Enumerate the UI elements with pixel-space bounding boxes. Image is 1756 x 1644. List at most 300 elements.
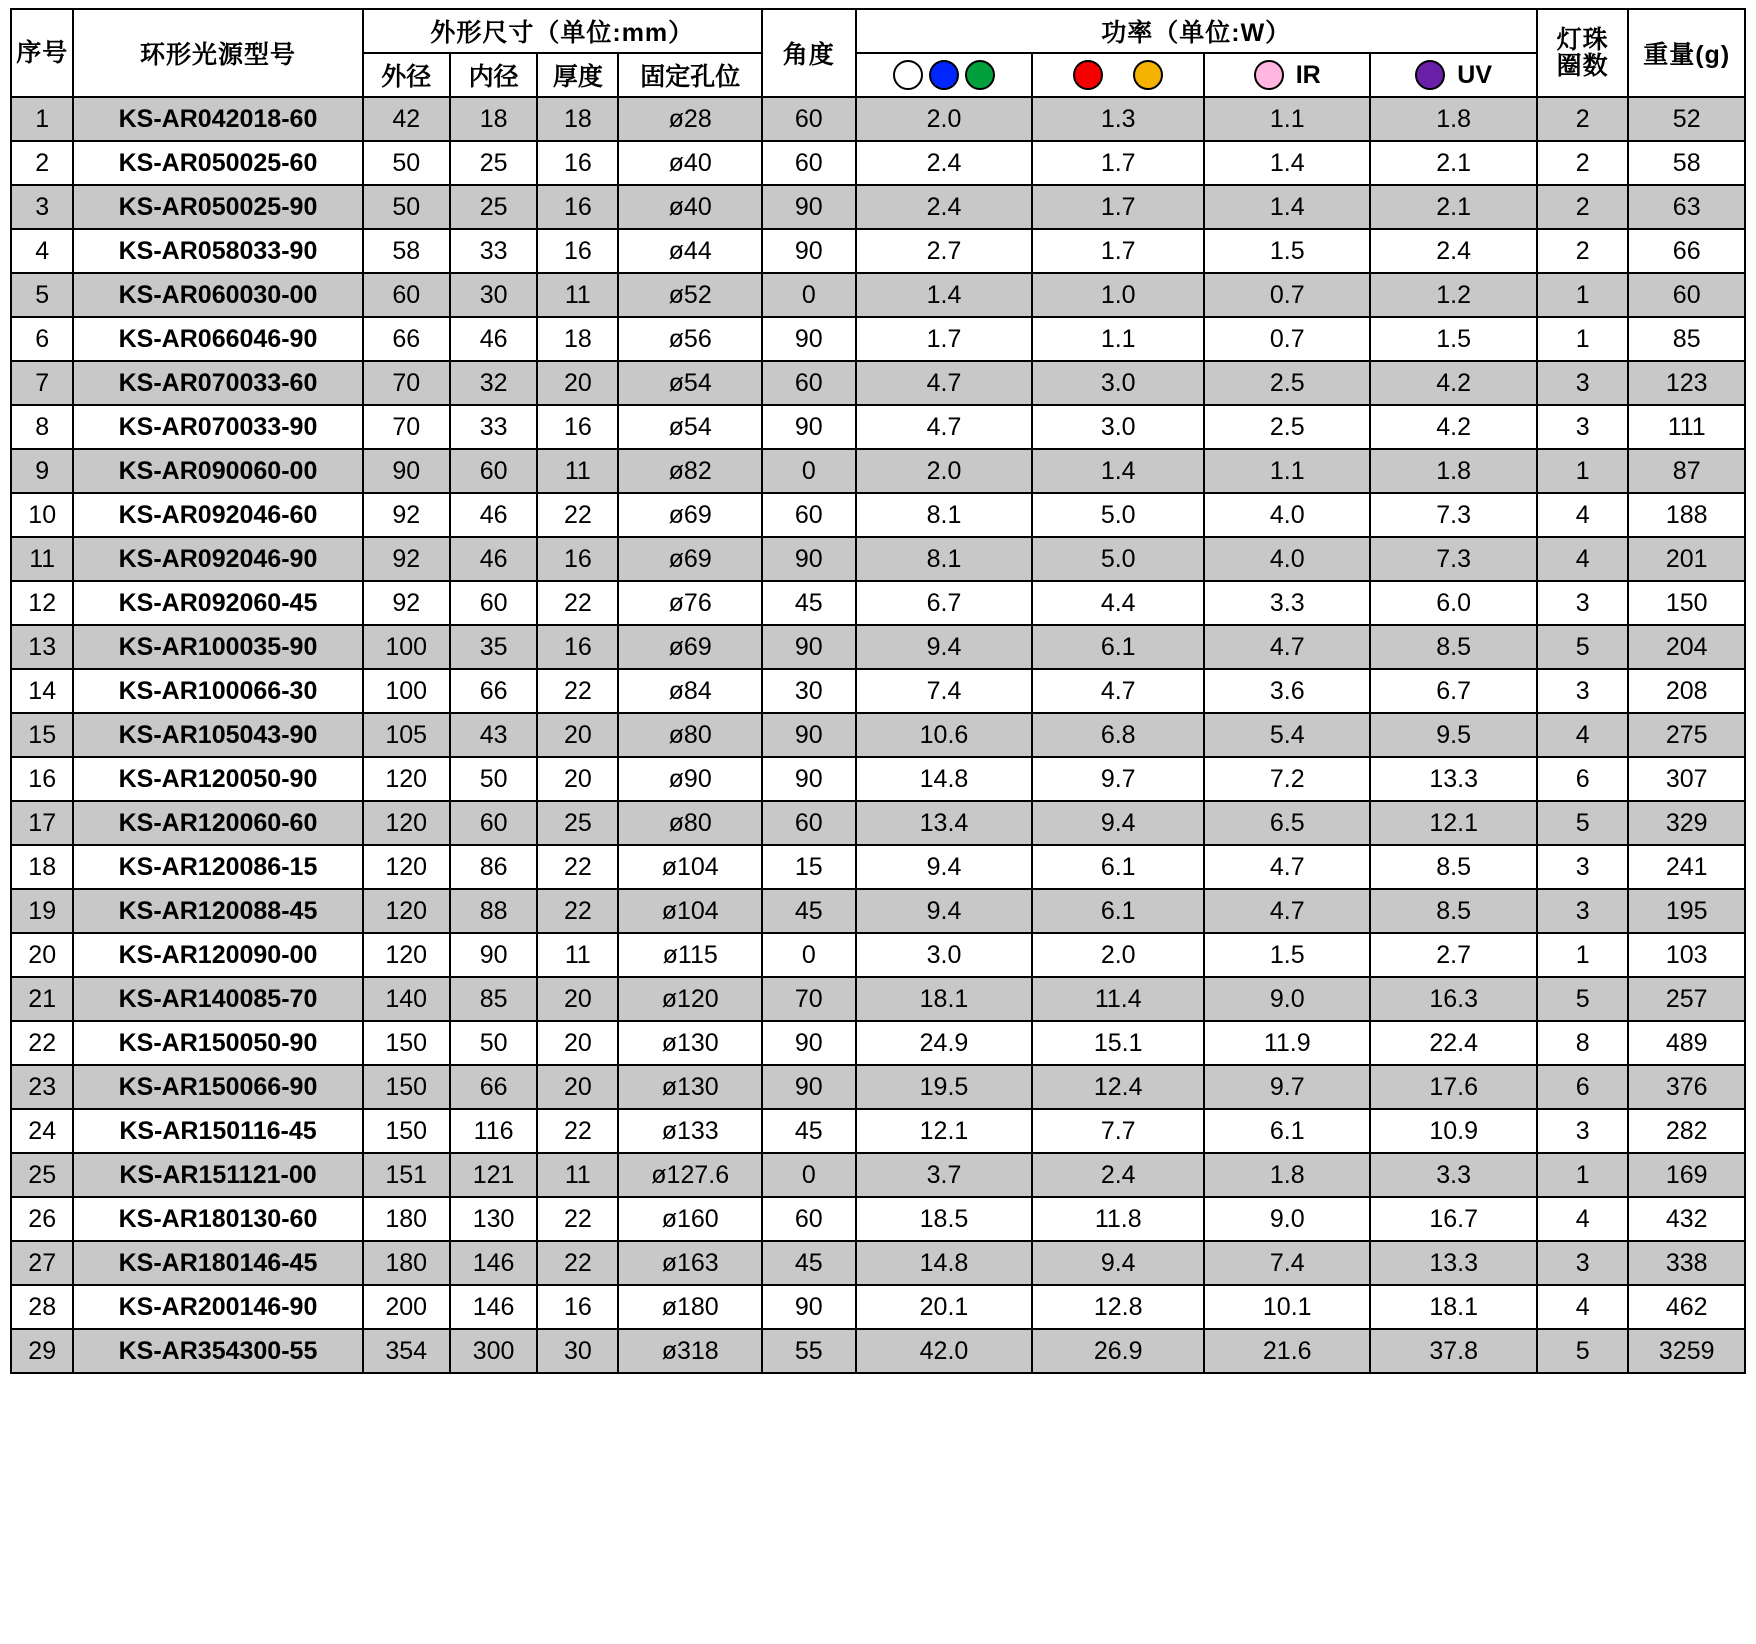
- cell-mount-hole: ø104: [618, 845, 762, 889]
- cell-model: KS-AR092046-90: [73, 537, 362, 581]
- table-row: [11, 97, 1745, 141]
- cell-power-red-amber: 3.0: [1032, 361, 1204, 405]
- cell-model: KS-AR200146-90: [73, 1285, 362, 1329]
- cell-power-white-blue-green: 7.4: [856, 669, 1033, 713]
- cell-mount-hole: ø69: [618, 625, 762, 669]
- cell-inner-diameter: 60: [450, 449, 537, 493]
- table-row: [11, 757, 1745, 801]
- cell-index: 14: [11, 669, 73, 713]
- cell-power-red-amber: 4.4: [1032, 581, 1204, 625]
- cell-power-uv: 1.8: [1370, 449, 1536, 493]
- cell-outer-diameter: 105: [363, 713, 450, 757]
- cell-power-white-blue-green: 9.4: [856, 625, 1033, 669]
- blue-color-dot-icon: [929, 60, 959, 90]
- cell-power-red-amber: 1.7: [1032, 229, 1204, 273]
- cell-thickness: 16: [537, 625, 618, 669]
- cell-mount-hole: ø56: [618, 317, 762, 361]
- cell-weight: 60: [1628, 273, 1745, 317]
- cell-power-uv: 7.3: [1370, 537, 1536, 581]
- cell-angle: 55: [762, 1329, 856, 1373]
- cell-power-white-blue-green: 24.9: [856, 1021, 1033, 1065]
- cell-power-ir: 4.7: [1204, 845, 1370, 889]
- table-row: [11, 1065, 1745, 1109]
- cell-power-uv: 22.4: [1370, 1021, 1536, 1065]
- cell-inner-diameter: 66: [450, 669, 537, 713]
- cell-weight: 87: [1628, 449, 1745, 493]
- cell-angle: 90: [762, 317, 856, 361]
- cell-index: 11: [11, 537, 73, 581]
- table-row: [11, 889, 1745, 933]
- cell-mount-hole: ø80: [618, 801, 762, 845]
- cell-mount-hole: ø40: [618, 185, 762, 229]
- cell-weight: 111: [1628, 405, 1745, 449]
- cell-thickness: 30: [537, 1329, 618, 1373]
- cell-model: KS-AR066046-90: [73, 317, 362, 361]
- cell-power-uv: 2.4: [1370, 229, 1536, 273]
- cell-thickness: 11: [537, 449, 618, 493]
- cell-power-uv: 3.3: [1370, 1153, 1536, 1197]
- cell-angle: 90: [762, 185, 856, 229]
- cell-power-white-blue-green: 2.4: [856, 141, 1033, 185]
- table-row: [11, 1285, 1745, 1329]
- cell-thickness: 22: [537, 669, 618, 713]
- cell-led-rings: 4: [1537, 1197, 1629, 1241]
- cell-outer-diameter: 180: [363, 1197, 450, 1241]
- cell-index: 12: [11, 581, 73, 625]
- cell-weight: 123: [1628, 361, 1745, 405]
- cell-weight: 52: [1628, 97, 1745, 141]
- cell-power-red-amber: 9.4: [1032, 801, 1204, 845]
- cell-index: 5: [11, 273, 73, 317]
- cell-weight: 201: [1628, 537, 1745, 581]
- cell-weight: 432: [1628, 1197, 1745, 1241]
- header-mount-hole: 固定孔位: [618, 53, 762, 97]
- cell-inner-diameter: 35: [450, 625, 537, 669]
- cell-angle: 90: [762, 625, 856, 669]
- cell-led-rings: 3: [1537, 669, 1629, 713]
- cell-power-ir: 4.7: [1204, 889, 1370, 933]
- cell-index: 25: [11, 1153, 73, 1197]
- cell-weight: 257: [1628, 977, 1745, 1021]
- cell-inner-diameter: 43: [450, 713, 537, 757]
- cell-power-uv: 6.0: [1370, 581, 1536, 625]
- cell-power-red-amber: 1.0: [1032, 273, 1204, 317]
- cell-model: KS-AR058033-90: [73, 229, 362, 273]
- cell-power-ir: 9.0: [1204, 977, 1370, 1021]
- cell-index: 7: [11, 361, 73, 405]
- cell-outer-diameter: 200: [363, 1285, 450, 1329]
- cell-power-uv: 12.1: [1370, 801, 1536, 845]
- cell-outer-diameter: 100: [363, 625, 450, 669]
- cell-angle: 60: [762, 493, 856, 537]
- cell-power-white-blue-green: 6.7: [856, 581, 1033, 625]
- cell-weight: 462: [1628, 1285, 1745, 1329]
- cell-power-white-blue-green: 18.1: [856, 977, 1033, 1021]
- table-row: [11, 581, 1745, 625]
- cell-power-white-blue-green: 10.6: [856, 713, 1033, 757]
- cell-power-ir: 10.1: [1204, 1285, 1370, 1329]
- green-color-dot-icon: [965, 60, 995, 90]
- table-row: [11, 669, 1745, 713]
- cell-angle: 90: [762, 757, 856, 801]
- cell-index: 28: [11, 1285, 73, 1329]
- cell-angle: 0: [762, 933, 856, 977]
- cell-model: KS-AR354300-55: [73, 1329, 362, 1373]
- cell-power-red-amber: 11.4: [1032, 977, 1204, 1021]
- red-color-dot-icon: [1073, 60, 1103, 90]
- cell-power-uv: 18.1: [1370, 1285, 1536, 1329]
- cell-model: KS-AR120090-00: [73, 933, 362, 977]
- cell-thickness: 16: [537, 229, 618, 273]
- cell-thickness: 16: [537, 185, 618, 229]
- cell-outer-diameter: 150: [363, 1109, 450, 1153]
- cell-thickness: 25: [537, 801, 618, 845]
- cell-mount-hole: ø69: [618, 537, 762, 581]
- cell-power-white-blue-green: 2.0: [856, 97, 1033, 141]
- cell-power-white-blue-green: 14.8: [856, 1241, 1033, 1285]
- cell-outer-diameter: 90: [363, 449, 450, 493]
- header-power: 功率（单位:W）: [856, 9, 1537, 53]
- cell-mount-hole: ø82: [618, 449, 762, 493]
- cell-model: KS-AR180146-45: [73, 1241, 362, 1285]
- table-row: [11, 1241, 1745, 1285]
- cell-power-red-amber: 5.0: [1032, 537, 1204, 581]
- cell-index: 24: [11, 1109, 73, 1153]
- cell-weight: 204: [1628, 625, 1745, 669]
- cell-power-uv: 10.9: [1370, 1109, 1536, 1153]
- cell-power-red-amber: 26.9: [1032, 1329, 1204, 1373]
- cell-model: KS-AR100066-30: [73, 669, 362, 713]
- cell-power-ir: 1.1: [1204, 449, 1370, 493]
- uv-color-dot-icon: [1415, 60, 1445, 90]
- cell-weight: 307: [1628, 757, 1745, 801]
- table-header: [11, 9, 1745, 97]
- cell-outer-diameter: 60: [363, 273, 450, 317]
- cell-power-white-blue-green: 2.7: [856, 229, 1033, 273]
- cell-index: 20: [11, 933, 73, 977]
- table-row: [11, 1109, 1745, 1153]
- cell-thickness: 22: [537, 1109, 618, 1153]
- cell-power-white-blue-green: 14.8: [856, 757, 1033, 801]
- ir-color-dot-icon: [1254, 60, 1284, 90]
- cell-weight: 329: [1628, 801, 1745, 845]
- cell-thickness: 22: [537, 1241, 618, 1285]
- cell-led-rings: 5: [1537, 977, 1629, 1021]
- cell-thickness: 22: [537, 493, 618, 537]
- cell-weight: 66: [1628, 229, 1745, 273]
- cell-thickness: 11: [537, 933, 618, 977]
- cell-power-uv: 37.8: [1370, 1329, 1536, 1373]
- cell-thickness: 16: [537, 1285, 618, 1329]
- cell-power-red-amber: 7.7: [1032, 1109, 1204, 1153]
- header-index: [11, 9, 73, 97]
- cell-model: KS-AR070033-90: [73, 405, 362, 449]
- cell-power-uv: 1.8: [1370, 97, 1536, 141]
- cell-angle: 60: [762, 1197, 856, 1241]
- cell-mount-hole: ø52: [618, 273, 762, 317]
- cell-power-ir: 11.9: [1204, 1021, 1370, 1065]
- cell-angle: 60: [762, 97, 856, 141]
- cell-inner-diameter: 33: [450, 405, 537, 449]
- cell-mount-hole: ø180: [618, 1285, 762, 1329]
- cell-power-ir: 4.7: [1204, 625, 1370, 669]
- cell-inner-diameter: 86: [450, 845, 537, 889]
- cell-thickness: 20: [537, 1021, 618, 1065]
- cell-thickness: 11: [537, 1153, 618, 1197]
- cell-model: KS-AR100035-90: [73, 625, 362, 669]
- cell-power-red-amber: 12.8: [1032, 1285, 1204, 1329]
- cell-index: 17: [11, 801, 73, 845]
- cell-power-white-blue-green: 3.0: [856, 933, 1033, 977]
- cell-led-rings: 2: [1537, 141, 1629, 185]
- cell-thickness: 16: [537, 537, 618, 581]
- cell-power-uv: 6.7: [1370, 669, 1536, 713]
- cell-power-uv: 1.2: [1370, 273, 1536, 317]
- cell-inner-diameter: 300: [450, 1329, 537, 1373]
- cell-led-rings: 3: [1537, 361, 1629, 405]
- header-dimensions: 外形尺寸（单位:mm）: [363, 9, 762, 53]
- table-row: [11, 1329, 1745, 1373]
- cell-inner-diameter: 121: [450, 1153, 537, 1197]
- cell-outer-diameter: 120: [363, 757, 450, 801]
- cell-power-white-blue-green: 13.4: [856, 801, 1033, 845]
- cell-led-rings: 6: [1537, 757, 1629, 801]
- cell-mount-hole: ø130: [618, 1065, 762, 1109]
- cell-power-red-amber: 12.4: [1032, 1065, 1204, 1109]
- cell-mount-hole: ø54: [618, 405, 762, 449]
- cell-angle: 45: [762, 889, 856, 933]
- cell-power-white-blue-green: 2.0: [856, 449, 1033, 493]
- cell-weight: 150: [1628, 581, 1745, 625]
- header-led-rings-line1: 灯珠: [1556, 25, 1609, 54]
- cell-index: 23: [11, 1065, 73, 1109]
- cell-power-white-blue-green: 2.4: [856, 185, 1033, 229]
- cell-model: KS-AR151121-00: [73, 1153, 362, 1197]
- cell-model: KS-AR120086-15: [73, 845, 362, 889]
- cell-power-uv: 4.2: [1370, 405, 1536, 449]
- cell-mount-hole: ø318: [618, 1329, 762, 1373]
- cell-power-ir: 3.3: [1204, 581, 1370, 625]
- white-color-dot-icon: [893, 60, 923, 90]
- cell-mount-hole: ø133: [618, 1109, 762, 1153]
- cell-outer-diameter: 354: [363, 1329, 450, 1373]
- cell-thickness: 22: [537, 845, 618, 889]
- table-row: [11, 405, 1745, 449]
- cell-led-rings: 3: [1537, 889, 1629, 933]
- cell-power-uv: 16.7: [1370, 1197, 1536, 1241]
- header-power-red-amber: [1032, 53, 1204, 97]
- cell-power-red-amber: 4.7: [1032, 669, 1204, 713]
- cell-angle: 90: [762, 537, 856, 581]
- cell-led-rings: 5: [1537, 801, 1629, 845]
- cell-angle: 90: [762, 1065, 856, 1109]
- cell-angle: 70: [762, 977, 856, 1021]
- cell-index: 9: [11, 449, 73, 493]
- cell-outer-diameter: 42: [363, 97, 450, 141]
- cell-model: KS-AR150116-45: [73, 1109, 362, 1153]
- cell-power-red-amber: 11.8: [1032, 1197, 1204, 1241]
- cell-power-red-amber: 6.1: [1032, 625, 1204, 669]
- cell-model: KS-AR140085-70: [73, 977, 362, 1021]
- cell-thickness: 20: [537, 757, 618, 801]
- table-body: [11, 97, 1745, 1373]
- cell-index: 10: [11, 493, 73, 537]
- cell-mount-hole: ø54: [618, 361, 762, 405]
- cell-power-ir: 3.6: [1204, 669, 1370, 713]
- table-row: [11, 361, 1745, 405]
- table-row: [11, 493, 1745, 537]
- cell-model: KS-AR180130-60: [73, 1197, 362, 1241]
- cell-power-white-blue-green: 1.4: [856, 273, 1033, 317]
- cell-angle: 60: [762, 361, 856, 405]
- cell-mount-hole: ø69: [618, 493, 762, 537]
- header-model: 环形光源型号: [73, 9, 362, 97]
- table-row: [11, 185, 1745, 229]
- cell-outer-diameter: 180: [363, 1241, 450, 1285]
- cell-thickness: 16: [537, 141, 618, 185]
- cell-power-ir: 6.1: [1204, 1109, 1370, 1153]
- cell-outer-diameter: 150: [363, 1021, 450, 1065]
- table-row: [11, 229, 1745, 273]
- cell-inner-diameter: 46: [450, 317, 537, 361]
- cell-inner-diameter: 25: [450, 185, 537, 229]
- cell-inner-diameter: 46: [450, 537, 537, 581]
- cell-weight: 376: [1628, 1065, 1745, 1109]
- cell-model: KS-AR150066-90: [73, 1065, 362, 1109]
- cell-power-red-amber: 3.0: [1032, 405, 1204, 449]
- cell-led-rings: 2: [1537, 229, 1629, 273]
- cell-led-rings: 8: [1537, 1021, 1629, 1065]
- cell-index: 21: [11, 977, 73, 1021]
- header-index-label: 序号: [16, 38, 69, 67]
- cell-angle: 15: [762, 845, 856, 889]
- cell-power-ir: 7.2: [1204, 757, 1370, 801]
- cell-outer-diameter: 92: [363, 493, 450, 537]
- cell-inner-diameter: 88: [450, 889, 537, 933]
- cell-model: KS-AR050025-90: [73, 185, 362, 229]
- header-led-rings: [1537, 9, 1629, 97]
- cell-power-ir: 7.4: [1204, 1241, 1370, 1285]
- cell-model: KS-AR042018-60: [73, 97, 362, 141]
- cell-index: 2: [11, 141, 73, 185]
- cell-outer-diameter: 92: [363, 581, 450, 625]
- cell-led-rings: 3: [1537, 405, 1629, 449]
- cell-power-red-amber: 2.4: [1032, 1153, 1204, 1197]
- cell-power-white-blue-green: 8.1: [856, 493, 1033, 537]
- header-outer-diameter: 外径: [363, 53, 450, 97]
- cell-angle: 0: [762, 1153, 856, 1197]
- cell-power-red-amber: 1.1: [1032, 317, 1204, 361]
- cell-power-white-blue-green: 4.7: [856, 405, 1033, 449]
- cell-mount-hole: ø90: [618, 757, 762, 801]
- cell-outer-diameter: 58: [363, 229, 450, 273]
- cell-inner-diameter: 33: [450, 229, 537, 273]
- header-inner-diameter: 内径: [450, 53, 537, 97]
- cell-inner-diameter: 46: [450, 493, 537, 537]
- cell-mount-hole: ø104: [618, 889, 762, 933]
- cell-mount-hole: ø80: [618, 713, 762, 757]
- cell-power-red-amber: 5.0: [1032, 493, 1204, 537]
- cell-power-uv: 7.3: [1370, 493, 1536, 537]
- cell-power-red-amber: 1.4: [1032, 449, 1204, 493]
- cell-power-white-blue-green: 3.7: [856, 1153, 1033, 1197]
- cell-outer-diameter: 70: [363, 405, 450, 449]
- cell-outer-diameter: 140: [363, 977, 450, 1021]
- cell-mount-hole: ø76: [618, 581, 762, 625]
- cell-mount-hole: ø120: [618, 977, 762, 1021]
- cell-led-rings: 4: [1537, 1285, 1629, 1329]
- cell-angle: 45: [762, 1241, 856, 1285]
- cell-power-ir: 1.5: [1204, 933, 1370, 977]
- cell-power-uv: 2.1: [1370, 185, 1536, 229]
- cell-led-rings: 2: [1537, 185, 1629, 229]
- cell-led-rings: 6: [1537, 1065, 1629, 1109]
- cell-led-rings: 1: [1537, 933, 1629, 977]
- cell-led-rings: 4: [1537, 537, 1629, 581]
- cell-power-uv: 2.7: [1370, 933, 1536, 977]
- cell-angle: 90: [762, 713, 856, 757]
- cell-power-white-blue-green: 19.5: [856, 1065, 1033, 1109]
- cell-power-ir: 6.5: [1204, 801, 1370, 845]
- cell-index: 15: [11, 713, 73, 757]
- cell-mount-hole: ø163: [618, 1241, 762, 1285]
- cell-weight: 338: [1628, 1241, 1745, 1285]
- cell-model: KS-AR120060-60: [73, 801, 362, 845]
- cell-power-uv: 13.3: [1370, 1241, 1536, 1285]
- cell-led-rings: 1: [1537, 273, 1629, 317]
- ring-light-spec-table: [10, 8, 1746, 1374]
- cell-power-white-blue-green: 20.1: [856, 1285, 1033, 1329]
- cell-power-white-blue-green: 9.4: [856, 845, 1033, 889]
- cell-power-red-amber: 9.4: [1032, 1241, 1204, 1285]
- header-power-ir-label: IR: [1295, 60, 1321, 89]
- cell-power-uv: 17.6: [1370, 1065, 1536, 1109]
- cell-mount-hole: ø127.6: [618, 1153, 762, 1197]
- cell-weight: 103: [1628, 933, 1745, 977]
- cell-thickness: 22: [537, 581, 618, 625]
- cell-index: 22: [11, 1021, 73, 1065]
- cell-led-rings: 4: [1537, 713, 1629, 757]
- cell-inner-diameter: 85: [450, 977, 537, 1021]
- cell-power-red-amber: 9.7: [1032, 757, 1204, 801]
- cell-thickness: 22: [537, 1197, 618, 1241]
- cell-power-ir: 4.0: [1204, 493, 1370, 537]
- cell-angle: 45: [762, 581, 856, 625]
- header-power-uv-label: UV: [1457, 60, 1493, 89]
- cell-outer-diameter: 50: [363, 141, 450, 185]
- table-row: [11, 845, 1745, 889]
- cell-power-white-blue-green: 8.1: [856, 537, 1033, 581]
- cell-model: KS-AR150050-90: [73, 1021, 362, 1065]
- cell-index: 19: [11, 889, 73, 933]
- cell-weight: 195: [1628, 889, 1745, 933]
- cell-outer-diameter: 120: [363, 889, 450, 933]
- cell-outer-diameter: 100: [363, 669, 450, 713]
- cell-power-red-amber: 1.7: [1032, 185, 1204, 229]
- cell-inner-diameter: 90: [450, 933, 537, 977]
- cell-outer-diameter: 120: [363, 801, 450, 845]
- cell-power-ir: 4.0: [1204, 537, 1370, 581]
- cell-power-uv: 8.5: [1370, 845, 1536, 889]
- cell-model: KS-AR105043-90: [73, 713, 362, 757]
- cell-mount-hole: ø44: [618, 229, 762, 273]
- table-row: [11, 537, 1745, 581]
- cell-power-ir: 2.5: [1204, 361, 1370, 405]
- cell-index: 1: [11, 97, 73, 141]
- cell-inner-diameter: 32: [450, 361, 537, 405]
- cell-power-uv: 4.2: [1370, 361, 1536, 405]
- cell-inner-diameter: 30: [450, 273, 537, 317]
